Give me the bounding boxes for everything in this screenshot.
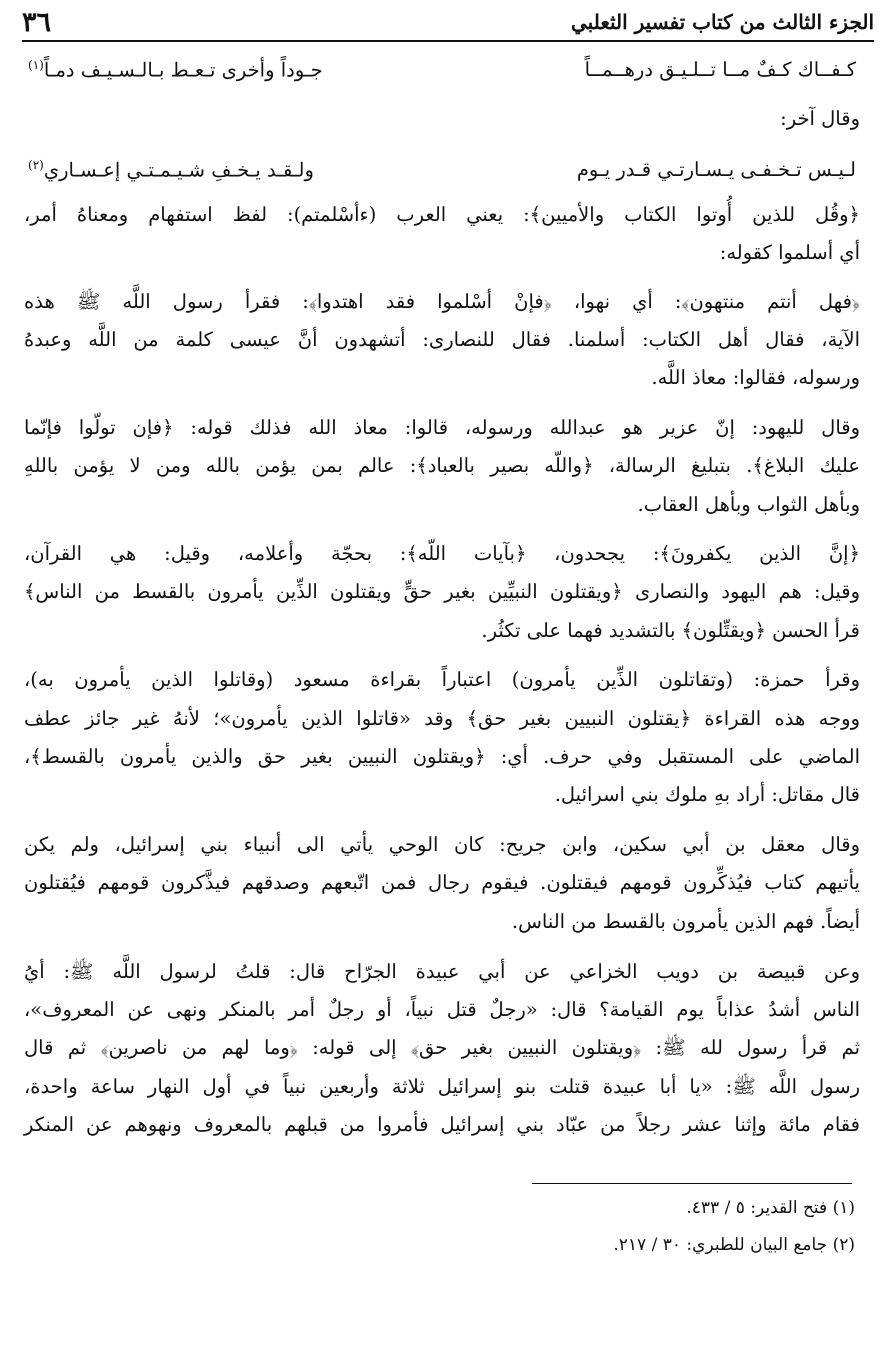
verse-second-text: ولـقـد يـخـفِ شـيـمـتـي إعـسـاري bbox=[43, 158, 314, 182]
text-line: وقرأ حمزة: (وتقاتلون الذِّين يأمرون) اعتباراً بقراءة مسعود (وقاتلوا الذين يأمرون به)، bbox=[24, 668, 860, 691]
text-line: ووجه هذه القراءة ﴿يقتلون النبيين بغير حق﴾ وقد «قاتلوا الذين يأمرون»؛ لأنهُ غير جائز عطف bbox=[24, 707, 860, 730]
running-title: الجزء الثالث من كتاب تفسير الثعلبي bbox=[571, 10, 874, 34]
footnote-marker: (١) bbox=[28, 58, 44, 72]
footnote: (٢) جامع البيان للطبري: ٣٠ / ٢١٧. bbox=[613, 1235, 855, 1255]
text-line: قرأ الحسن ﴿ويقتِّلون﴾ بالتشديد فهما على تكثُر. bbox=[481, 619, 860, 642]
text-line: وقال معقل بن أبي سكين، وابن جريح: كان الوحي يأتي الى أنبياء بني إسرائيل، ولم يكن bbox=[24, 833, 860, 856]
verse-second-text: جـوداً وأخرى تـعـط بـالـسـيـف دمـاً bbox=[43, 58, 323, 82]
text-line: الماضي على المستقبل وفي حرف. أي: ﴿ويقتلون النبيين بغير حق والذين يأمرون بالقسط﴾، bbox=[24, 745, 860, 768]
text-line: ورسوله، فقالوا: معاذ اللَّه. bbox=[651, 366, 860, 389]
footnote-separator bbox=[532, 1183, 852, 1184]
page-header bbox=[22, 4, 874, 42]
verse-first-hemistich: لـيـس تـخـفـى يـسـارتـي قـدر يـوم bbox=[576, 158, 856, 181]
text-line: وقيل: هم اليهود والنصارى ﴿ويقتلون النبيِّين بغير حقٍّ ويقتلون الذِّين يأمرون بالقسط من الناس﴾ bbox=[24, 580, 860, 603]
text-line: وقال آخر: bbox=[780, 107, 860, 130]
text-line: رسول اللَّه ﷺ: «يا أبا عبيدة قتلت بنو إسرائيل ثلاثة وأربعين نبياً في أول النهار ساعة واحدة، bbox=[24, 1075, 860, 1098]
poem-verse bbox=[28, 58, 856, 82]
poem-verse bbox=[28, 158, 856, 182]
footnote: (١) فتح القدير: ٥ / ٤٣٣. bbox=[686, 1198, 855, 1218]
page-number: ٣٦ bbox=[22, 7, 52, 38]
text-line: يأتيهم كتاب فيُذكِّرون قومهم فيقتلون. فيقوم رجال فمن اتّبعهم وصدقهم فيذَّكرون قومهم فيُقتلون bbox=[24, 871, 860, 894]
text-line: ﴿إنَّ الذين يكفرونَ﴾: يجحدون، ﴿بآيات اللّه﴾: بحجّة وأعلامه، وقيل: هي القرآن، bbox=[24, 542, 860, 565]
text-line: أيضاً. فهم الذين يأمرون بالقسط من الناس. bbox=[511, 910, 860, 933]
text-line: فقام مائة وإثنا عشر رجلاً من عبّاد بني إسرائيل فأمروا من قبلهم بالمعروف ونهوهم عن المنكر bbox=[24, 1113, 860, 1136]
text-line: عليك البلاغ﴾. بتبليغ الرسالة، ﴿واللّه بصير بالعباد﴾: عالم بمن يؤمن بالله ومن لا يؤمن باللهِ bbox=[24, 454, 860, 477]
text-line: وبأهل الثواب وبأهل العقاب. bbox=[637, 493, 860, 516]
text-line: الآية، فقال أهل الكتاب: أسلمنا. فقال للنصارى: أتشهدون أنَّ عيسى كلمة من اللَّه وعبدهُ bbox=[24, 328, 860, 351]
verse-second-hemistich bbox=[28, 58, 323, 82]
text-line: وقال لليهود: إنّ عزير هو عبدالله ورسوله، قالوا: معاذ الله فذلك قوله: ﴿فإن تولّوا فإنّما bbox=[24, 416, 860, 439]
verse-first-hemistich: كـفــاك كـفٌ مــا تــلـيـق درهــمــاً bbox=[584, 58, 856, 81]
text-line: أي أسلموا كقوله: bbox=[719, 241, 860, 264]
text-line: وعن قبيصة بن دويب الخزاعي عن أبي عبيدة الجرّاح قال: قلتُ لرسول اللَّه ﷺ: أيُ bbox=[24, 960, 860, 983]
text-line: الناس أشدُ عذاباً يوم القيامة؟ قال: «رجلٌ قتل نبياً، أو رجلٌ أمر بالمنكر ونهى عن المعروف»، bbox=[24, 998, 860, 1021]
footnote-marker: (٢) bbox=[28, 158, 44, 172]
text-line: ﴿فهل أنتم منتهون﴾: أي نهوا، ﴿فإنْ أسْلموا فقد اهتدوا﴾: فقرأ رسول اللَّه ﷺ هذه bbox=[24, 290, 860, 313]
text-line: ﴿وقُل للذين أُوتوا الكتاب والأميين﴾: يعني العرب (ءأسْلمتم): لفظ استفهام ومعناهُ أمر، bbox=[24, 203, 860, 226]
verse-second-hemistich bbox=[28, 158, 314, 182]
text-line: ثم قرأ رسول لله ﷺ: ﴿ويقتلون النبيين بغير حق﴾ إلى قوله: ﴿وما لهم من ناصرين﴾ ثم قال bbox=[24, 1036, 860, 1059]
text-line: قال مقاتل: أراد بهِ ملوك بني اسرائيل. bbox=[554, 783, 860, 806]
